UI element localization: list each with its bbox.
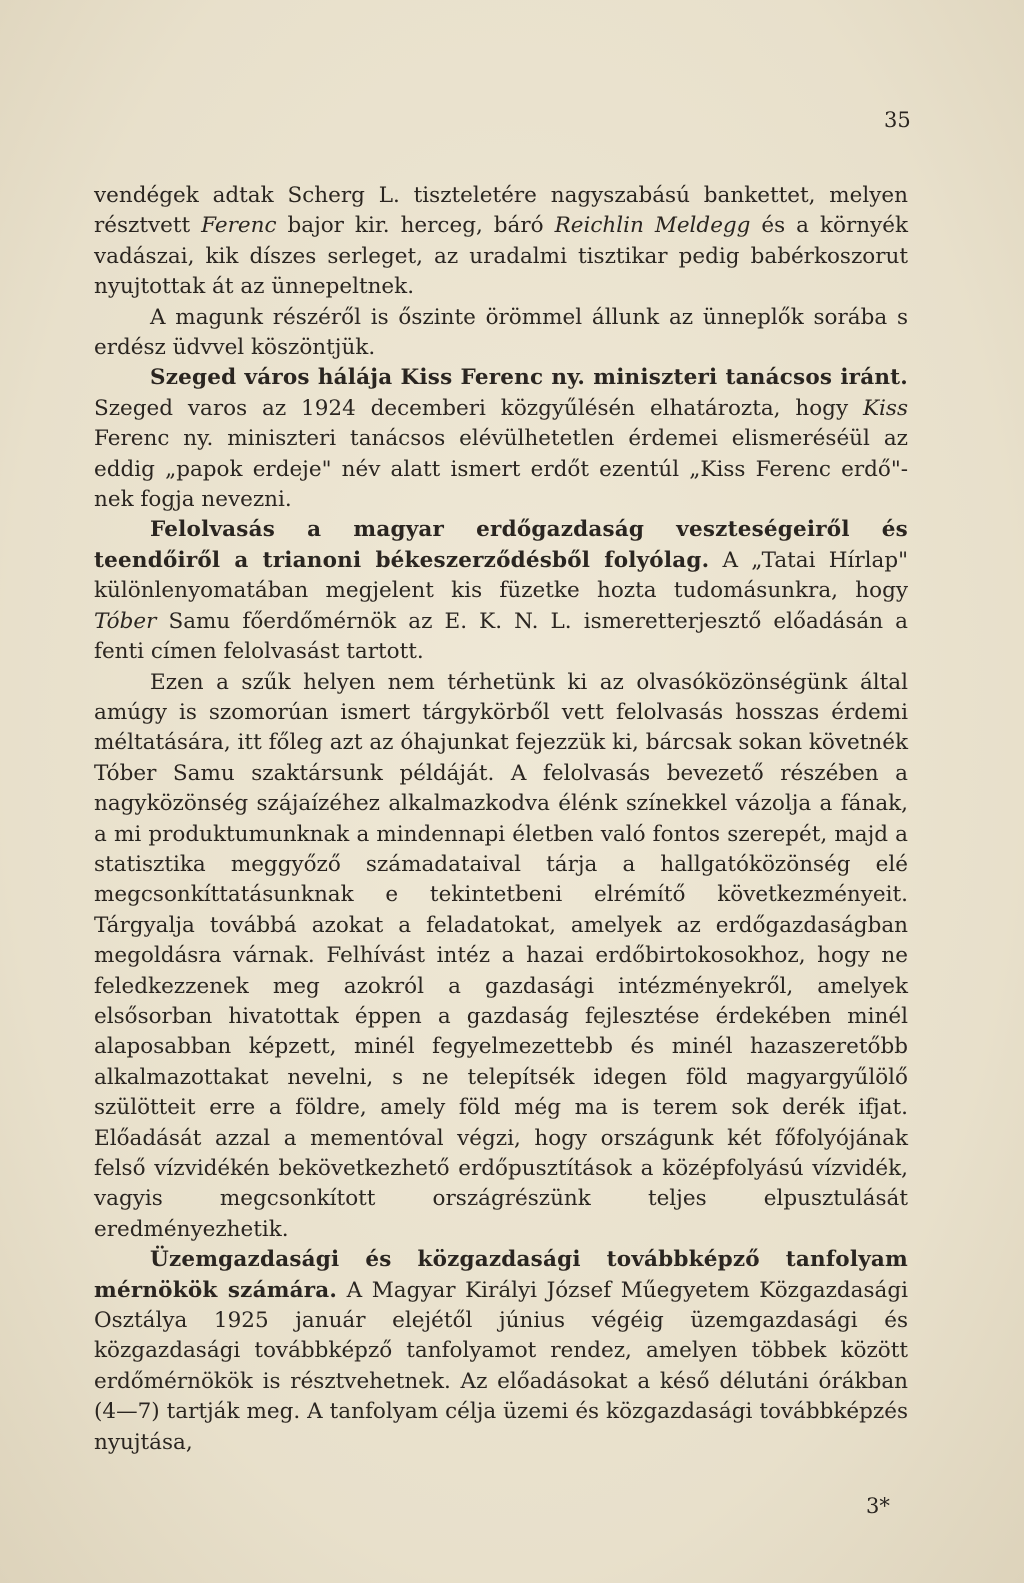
text-run: A Magyar Királyi József Műegyetem Közgazdasági Osztálya 1925 január elejétől június végéig üzemgazdasági és közgazdasági továbbképző tanfolyamot rendez, amelyen többek között erdőmérnökök is résztvehetnek. Az előadásokat a késő délutáni órákban (4—7) tartják meg. A tanfolyam célja üzemi és közgazdasági továbbképzés nyujtása, <box>94 1277 908 1455</box>
italic-name: Kiss <box>862 395 908 421</box>
section-heading: Üzemgazdasági és közgazdasági továbbképző tanfolyam mérnökök számára. <box>94 1247 908 1303</box>
text-run: Ferenc ny. miniszteri tanácsos elévülhetetlen érdemei elismeréséül az eddig „papok erdeje" név alatt ismert erdőt ezentúl „Kiss Ferenc erdő"-nek fogja nevezni. <box>94 426 908 513</box>
text-run: Ezen a szűk helyen nem térhetünk ki az olvasóközönségünk által amúgy is szomorúan ismert tárgykörből vett felolvasás hosszas érdemi méltatására, itt főleg azt az óhajunkat fejezzük ki, bárcsak sokan követnék Tóber Samu szaktársunk példáját. A felolvasás bevezető részében a nagyközönség szájaízéhez alkalmazkodva élénk színekkel vázolja a fának, a mi produktumunknak a mindennapi életben való fontos szerepét, majd a statisztika meggyőző számadataival tárja a hallgatóközönség elé megcsonkíttatásunknak e tekintetbeni elrémítő következményeit. Tárgyalja továbbá azokat a feladatokat, amelyek az erdőgazdaságban megoldásra várnak. Felhívást intéz a hazai erdőbirtokosokhoz, hogy ne feledkezzenek meg azokról a gazdasági intézményekről, amelyek elsősorban hivatottak éppen a gazdaság fejlesztése érdekében minél alaposabban képzett, minél fegyelmezettebb és minél hazaszeretőbb alkalmazottakat nevelni, s ne telepítsék idegen föld magyargyűlölő szülötteit erre a földre, amely föld még ma is terem sok derék ifjat. Előadását azzal a mementóval végzi, hogy országunk két főfolyójának felső vízvidékén bekövetkezhető erdőpusztítások a középfolyású vízvidék, vagyis megcsonkított országrészünk teljes elpusztulását eredményezhetik. <box>94 669 908 1242</box>
italic-name: Ferenc <box>201 213 277 239</box>
section-heading: Szeged város hálája Kiss Ferenc ny. miniszteri tanácsos iránt. <box>150 365 908 391</box>
article-body <box>94 181 908 1458</box>
italic-name: Reichlin Meldegg <box>554 213 751 239</box>
text-run: Szeged varos az 1924 decemberi közgyűlésén elhatározta, hogy <box>94 395 863 421</box>
page-number: 35 <box>884 108 911 132</box>
text-run: és a környék vadászai, kik díszes serleget, az uradalmi tisztikar pedig babérkoszorut nyujtottak át az ünnepeltnek. <box>94 213 908 300</box>
text-run: Samu főerdőmérnök az E. K. N. L. ismeretterjesztő előadásán a fenti címen felolvasást tartott. <box>94 608 908 665</box>
paragraph-tanfolyam <box>94 1245 908 1458</box>
text-run: vendégek adtak Scherg L. tiszteletére nagyszabású bankettet, melyen résztvett <box>94 183 908 239</box>
section-heading: Felolvasás a magyar erdőgazdaság veszteségeiről és teendőiről a trianoni békeszerződésből folyólag. <box>94 517 908 573</box>
signature-mark: 3* <box>866 1494 890 1518</box>
text-run: A magunk részéről is őszinte örömmel állunk az ünneplők sorába s erdész üdvvel köszöntjük. <box>94 304 908 361</box>
text-run: bajor kir. herceg, báró <box>276 213 555 239</box>
paragraph-ezen <box>94 668 908 1246</box>
italic-name: Tóber <box>94 608 157 634</box>
paragraph-felolvasas <box>94 515 908 667</box>
paragraph-greeting <box>94 303 908 364</box>
paragraph-szeged <box>94 363 908 515</box>
paragraph-bankett <box>94 181 908 303</box>
text-run: A „Tatai Hírlap" különlenyomatában megjelent kis füzetke hozta tudomásunkra, hogy <box>94 547 908 604</box>
